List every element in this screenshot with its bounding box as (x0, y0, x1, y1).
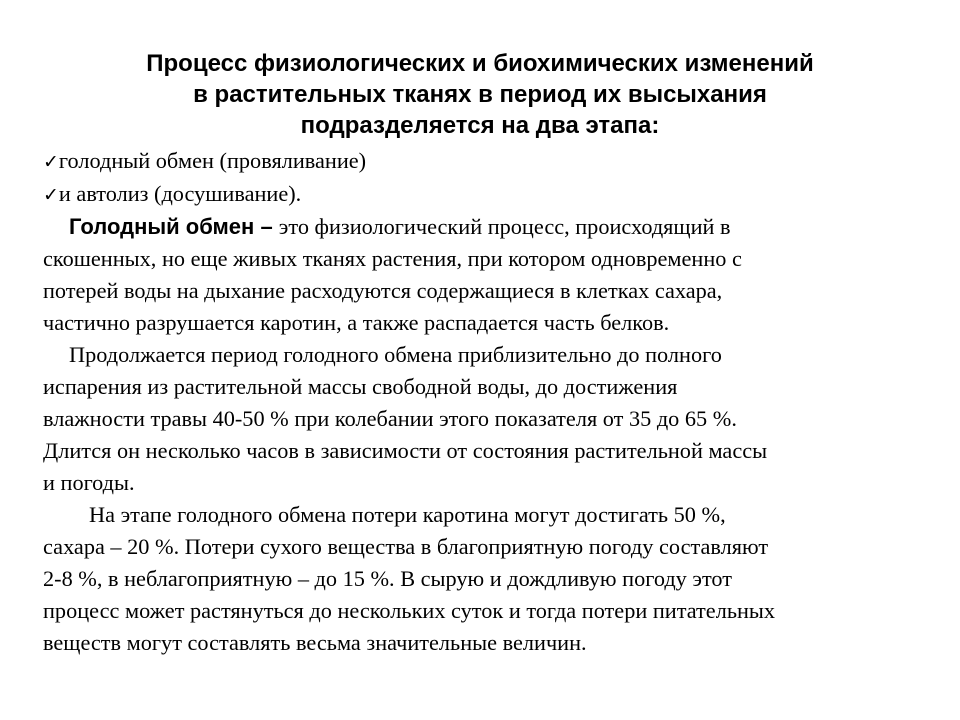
title-line-2: в растительных тканях в период их высыхания (193, 81, 767, 108)
definition-text: это физиологический процесс, происходящий в (278, 214, 731, 239)
slide-title (40, 48, 920, 141)
stage-item-autolysis (43, 178, 933, 211)
paragraph-line: влажности травы 40-50 % при колебании этого показателя от 35 до 65 %. (43, 406, 737, 431)
paragraph-line: процесс может растянуться до нескольких суток и тогда потери питательных (43, 598, 776, 623)
paragraph-line: На этапе голодного обмена потери каротина могут достигать 50 %, (89, 502, 726, 527)
stage-item-starvation (43, 145, 933, 178)
paragraph-line: потерей воды на дыхание расходуются содержащиеся в клетках сахара, (43, 278, 723, 303)
duration-paragraph (43, 339, 933, 499)
stage-label: голодный обмен (провяливание) (58, 148, 367, 173)
losses-paragraph (43, 499, 933, 659)
definition-paragraph (43, 211, 933, 339)
paragraph-line: частично разрушается каротин, а также распадается часть белков. (43, 310, 670, 335)
paragraph-line: сахара – 20 %. Потери сухого вещества в благоприятную погоду составляют (43, 534, 769, 559)
title-line-3: подразделяется на два этапа: (300, 112, 660, 139)
checkmark-icon: ✓ (43, 184, 59, 206)
title-line-1: Процесс физиологических и биохимических изменений (146, 50, 814, 77)
defined-term: Голодный обмен (69, 214, 255, 239)
paragraph-line: 2-8 %, в неблагоприятную – до 15 %. В сырую и дождливую погоду этот (43, 566, 733, 591)
checkmark-icon: ✓ (43, 151, 59, 173)
paragraph-line: Продолжается период голодного обмена приблизительно до полного (69, 342, 722, 367)
paragraph-line: скошенных, но еще живых тканях растения, при котором одновременно с (43, 246, 742, 271)
paragraph-line: веществ могут составлять весьма значительные величин. (43, 630, 587, 655)
paragraph-line: и погоды. (43, 470, 135, 495)
paragraph-line: испарения из растительной массы свободной воды, до достижения (43, 374, 678, 399)
paragraph-line: Длится он несколько часов в зависимости от состояния растительной массы (43, 438, 768, 463)
term-dash: – (254, 214, 279, 239)
paragraph-line (43, 211, 933, 243)
slide-body (43, 145, 933, 659)
stage-label: и автолиз (досушивание). (58, 181, 302, 206)
